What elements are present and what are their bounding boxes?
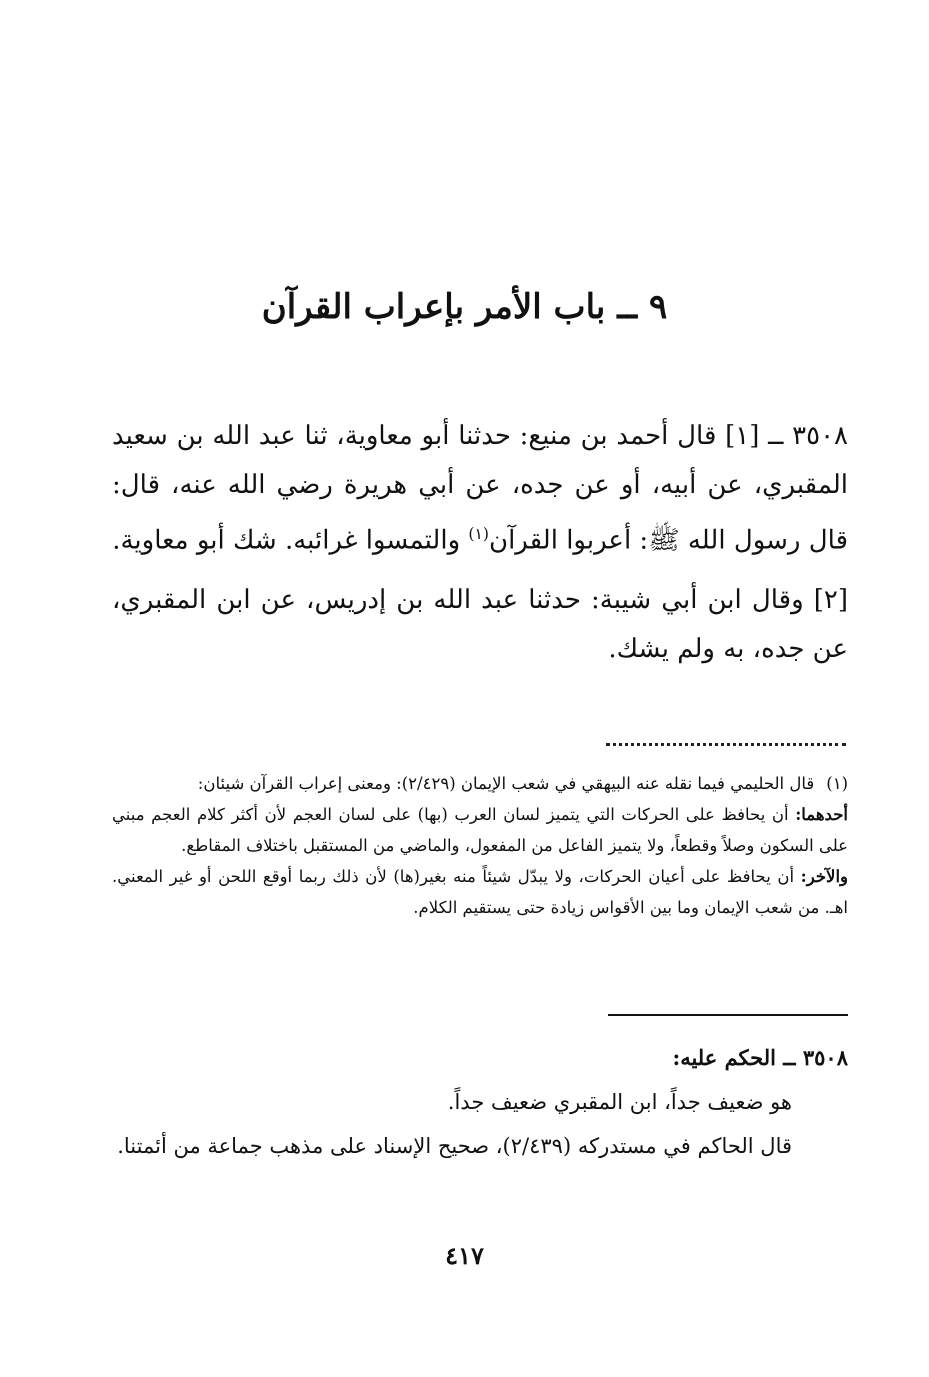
footnote-first-meaning <box>112 799 848 861</box>
hadith-paragraph-1-text: ٣٥٠٨ ــ [١] قال أحمد بن منيع: حدثنا أبو معاوية، ثنا عبد الله بن سعيد المقبري، عن أبيه، أو عن جده، عن أبي هريرة رضي الله عنه، قال: قال رسول الله ﷺ: أعربوا القرآن <box>112 421 848 556</box>
ruling-separator <box>608 1014 848 1016</box>
footnote-first-text: أن يحافظ على الحركات التي يتميز لسان العرب (بها) على لسان العجم لأن أكثر كلام العجم مبني على السكون وصلاً وقطعاً، ولا يتميز الفاعل من المفعول، والماضي من المستقبل باختلاف المقاطع. <box>112 805 848 855</box>
footnote-second-text: أن يحافظ على أعيان الحركات، ولا يبدّل شيئاً منه بغير(ها) لأن ذلك ربما أوقع اللحن أو غير المعني. اهـ. من شعب الإيمان وما بين الأقواس زيادة حتى يستقيم الكلام. <box>112 867 848 917</box>
footnote-reference: (١) <box>468 525 489 543</box>
ruling-line-2: قال الحاكم في مستدركه (٢/٤٣٩)، صحيح الإسناد على مذهب جماعة من أئمتنا. <box>117 1134 792 1158</box>
ruling-line-1: هو ضعيف جداً، ابن المقبري ضعيف جداً. <box>447 1090 792 1114</box>
hadith-paragraph-2: [٢] وقال ابن أبي شيبة: حدثنا عبد الله بن إدريس، عن ابن المقبري، عن جده، به ولم يشك. <box>112 584 848 664</box>
footnote-line-1 <box>112 768 848 799</box>
footnote-second-lead: والآخر: <box>800 867 848 886</box>
page-number: ٤١٧ <box>445 1241 484 1270</box>
footnote-first-lead: أحدهما: <box>795 805 848 824</box>
footnote-separator <box>606 733 846 746</box>
ruling-section <box>112 1036 848 1168</box>
hadith-paragraph-1-end: والتمسوا غرائبه. شك أبو معاوية. <box>112 525 469 556</box>
hadith-paragraph-1 <box>112 412 848 566</box>
ruling-heading: ٣٥٠٨ ــ الحكم عليه: <box>672 1045 848 1070</box>
footnote <box>112 768 848 923</box>
hadith-text <box>112 412 848 674</box>
footnote-intro: قال الحليمي فيما نقله عنه البيهقي في شعب الإيمان (٢/٤٢٩): ومعنى إعراب القرآن شيئان: <box>197 774 815 793</box>
footnote-second-meaning <box>112 861 848 923</box>
footnote-marker: (١) <box>826 774 848 793</box>
chapter-title: ٩ ــ باب الأمر بإعراب القرآن <box>261 287 668 327</box>
